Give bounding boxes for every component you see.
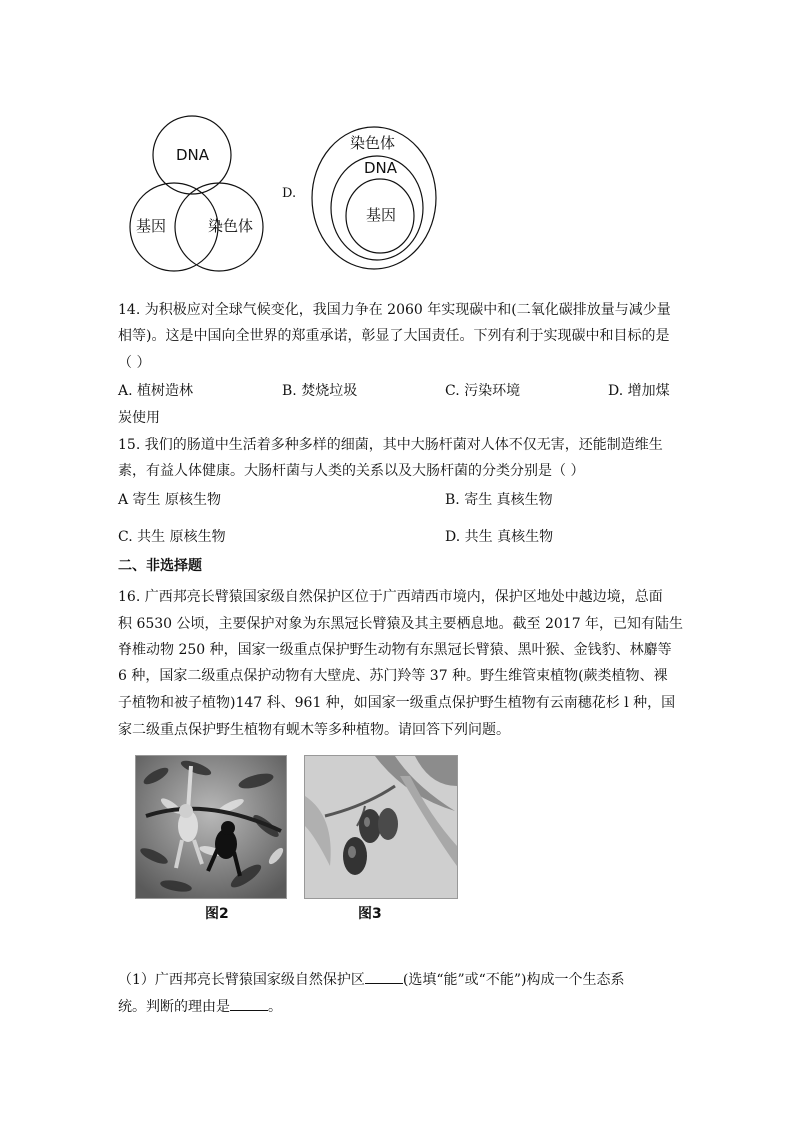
q16-sub1-text-c: 统。判断的理由是 [118,999,230,1015]
q15-option-c: C. 共生 原核生物 [118,529,226,545]
q16-sub1-line2 [118,996,282,1016]
diagram-c-dna-label: DNA [176,146,210,164]
q15-line1: 15. 我们的肠道中生活着多种多样的细菌，其中大肠杆菌对人体不仅无害，还能制造维生 [118,437,663,453]
answer-blank-2[interactable] [230,998,268,1011]
diagram-d-dna-label: DNA [364,159,398,177]
q15-option-b: B. 寄生 真核生物 [445,492,553,508]
diagram-d-chromosome-label: 染色体 [350,134,396,152]
q16-line6: 家二级重点保护野生植物有蚬木等多种植物。请回答下列问题。 [118,722,510,738]
q16-line2: 积 6530 公顷，主要保护对象为东黑冠长臂猿及其主要栖息地。截至 2017 年，已知有陆生 [118,616,684,632]
q14-option-d: D. 增加煤 [608,383,670,399]
diagram-c-gene-label: 基因 [136,217,167,235]
q16-sub1-text-a: （1）广西邦亮长臂猿国家级自然保护区 [118,972,365,988]
q16-line3: 脊椎动物 250 种，国家一级重点保护野生动物有东黑冠长臂猿、黑叶猴、金钱豹、林麝等 [118,642,672,658]
q15-option-a: A 寄生 原核生物 [118,492,222,508]
q14-option-a: A. 植树造林 [118,383,194,399]
q16-line5: 子植物和被子植物)147 科、961 种，如国家一级重点保护野生植物有云南穗花杉 l 种，国 [118,695,676,711]
q14-option-b: B. 焚烧垃圾 [282,383,358,399]
q14-option-c: C. 污染环境 [445,383,521,399]
venn-diagram-c [120,110,270,275]
q16-line1: 16. 广西邦亮长臂猿国家级自然保护区位于广西靖西市境内，保护区地处中越边境，总面 [118,589,663,605]
figure-3-caption: 图3 [358,906,382,922]
diagram-c-chromosome-label: 染色体 [208,217,254,235]
q14-line1: 14. 为积极应对全球气候变化，我国力争在 2060 年实现碳中和(二氧化碳排放量与减少量 [118,302,671,318]
answer-blank-1[interactable] [365,971,403,984]
q16-sub1-text-b: (选填“能”或“不能”)构成一个生态系 [402,972,625,988]
section-heading: 二、非选择题 [118,558,202,574]
q14-option-d-continued: 炭使用 [118,410,160,426]
nested-diagram-d [310,120,445,275]
gibbon-photo [135,755,287,899]
q16-sub1-text-d: 。 [268,999,282,1015]
q15-option-d: D. 共生 真核生物 [445,529,554,545]
q15-line2: 素，有益人体健康。大肠杆菌与人类的关系以及大肠杆菌的分类分别是（ ） [118,463,585,479]
q16-sub1-line1 [118,969,624,989]
plant-fruit-photo [304,755,458,899]
diagram-d-gene-label: 基因 [366,206,397,224]
q14-line3: （ ） [118,355,151,371]
q16-line4: 6 种，国家二级重点保护动物有大壁虎、苏门羚等 37 种。野生维管束植物(蕨类植物、裸 [118,668,668,684]
option-d-label: D. [282,186,297,201]
figure-2-caption: 图2 [205,906,229,922]
q14-line2: 相等)。这是中国向全世界的郑重承诺，彰显了大国责任。下列有利于实现碳中和目标的是 [118,328,670,344]
